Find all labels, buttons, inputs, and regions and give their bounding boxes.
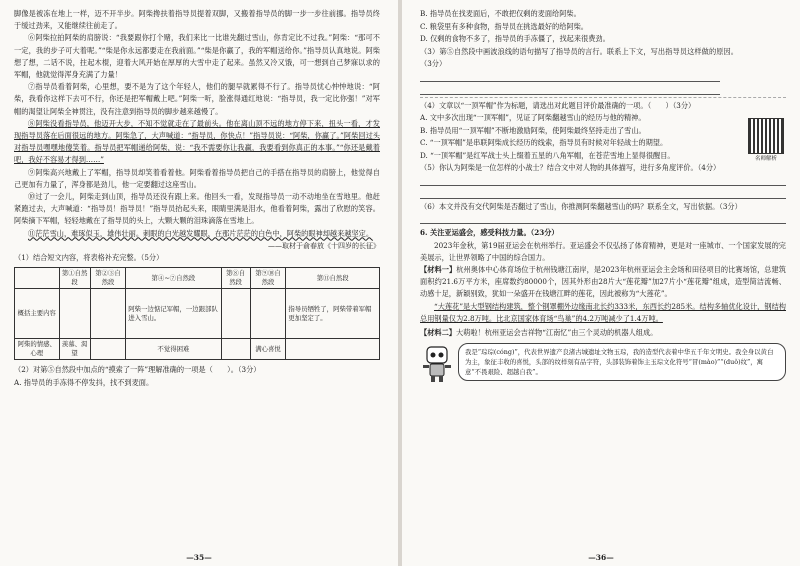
question-5: （5）你认为阿柴是一位怎样的小战士？结合文中对人物的具体描写，进行多角度评价。（4分）: [420, 163, 721, 172]
table-header-row: [15, 268, 380, 289]
answer-line[interactable]: [420, 71, 720, 82]
section-6-intro: 2023年金秋，第19届亚运会在杭州举行。亚运盛会不仅弘扬了体育精神，更是对一座城市、一个国家发展的完美展示，让世界领略了中国的综合国力。: [420, 240, 786, 262]
answer-line[interactable]: [420, 84, 720, 95]
story-paragraph: 脚像是被冻在地上一样，迈不开半步。阿柴搀扶着指导员提着双脚，又搬着指导员的脚一步一步往前挪。指导员终于缓过劲来，又能继续往前走了。: [14, 9, 380, 31]
qr-caption: 名师解析: [754, 156, 777, 162]
table-row: [15, 289, 380, 339]
mascot-speech-bubble: 我是“琮琮(cóng)”，代表世界遗产良渚古城遗址文物玉琮，我的造型代表着中华五千年文明史。我全身以黄白为主，象征丰收的喜悦，头部的纹样刻有品字符，头部装饰着饰主玉琮文化符号“冒(mào)”“(duǒ)纹”，寓意“不畏艰险、超越自我”。: [458, 343, 786, 381]
qr-code-icon[interactable]: [748, 118, 784, 154]
question-1: （1）结合短文内容，将表格补充完整。（5分）: [14, 252, 164, 262]
question-4-option[interactable]: A. 文中多次出现“一顶军帽”，见证了阿柴翻越雪山的经历与他的精神。: [420, 113, 646, 122]
table-cell[interactable]: [90, 339, 126, 360]
table-cell[interactable]: [59, 289, 90, 339]
table-cell[interactable]: [250, 289, 286, 339]
table-row: [15, 339, 380, 360]
question-2: （2）对第⑤自然段中加点的“摸索了一阵”理解准确的一项是（ ）。（3分）: [14, 365, 261, 375]
right-page: [402, 0, 800, 566]
material-1-label: 【材料一】: [420, 264, 457, 274]
story-paragraph-underlined: ⑧阿柴没看指导员，他迈开大步，不知不觉就走在了最前头。他在离山顶不远的地方停下来，扭头一看，才发现指导员落在后面很远的地方。阿柴急了，大声喊道：“指导员，你快点！”指导员说：“阿柴，你赢了。”阿柴回过头对指导员嘿嘿地傻笑着。指导员把军帽递给阿柴，说：“我不需要你让我赢，我要看到你真正的本事。”“你还是戴着吧，我好不容易才得到……”: [14, 118, 380, 165]
question-4-option[interactable]: D. “一顶军帽”是红军战士头上缀着五星的八角军帽，在苍茫雪地上显得很醒目。: [420, 150, 675, 160]
table-cell[interactable]: [221, 339, 250, 360]
mascot-block: [420, 343, 786, 383]
page-number: —36—: [588, 553, 614, 562]
table-header: 第⑪自然段: [286, 268, 380, 289]
story-paragraph: ⑩过了一会儿，阿柴走到山顶，指导员还没有跟上来。他回头一看，发现指导员一动不动地坐在雪地里。他赶紧跑过去，大声喊道：“指导员！指导员！”指导员抬起头来，眼睛里满是泪水，他看着阿柴，露出了欣慰的笑容。阿柴摘下军帽，轻轻地戴在了指导员的头上，大颗大颗的泪珠滴落在雪地上。: [14, 192, 380, 226]
story-paragraph-wavy: ⑪茫茫雪山，难琢似玉，雄伟壮丽。刺眼的白光越发耀眼，在那片茫茫的白色中，阿柴的眼神却越来越坚定。: [28, 228, 374, 238]
question-4-option[interactable]: B. 指导员用“一顶军帽”不断地激励阿柴，使阿柴最终坚持走出了雪山。: [420, 125, 646, 135]
story-paragraph: ⑦指导员看着阿柴，心里想，要不是为了这个年轻人，他们的腿早就累得不行了。指导员忧心忡忡地说：“阿柴，我看你这样下去可不行，你还是把军帽戴上吧。”阿柴一听，脸涨得通红地说：“指导员，我一定比你强！”对军帽的渴望让阿柴全神贯注，没有注意到指导员的脚步越来越慢了。: [14, 82, 380, 116]
material-2-text: 大萌啦！杭州亚运会吉祥物“江南忆”由三个灵动的机器人组成。: [455, 327, 658, 337]
question-4-option[interactable]: C. “一顶军帽”是串联阿柴成长经历的线索，指导员有时候对年轻战士的期望。: [420, 138, 668, 147]
table-cell: 指导员牺牲了，阿柴带着军帽更加坚定了。: [286, 289, 380, 339]
table-cell: 阿柴一边惦记军帽，一边跟部队进入雪山。: [126, 289, 221, 339]
table-header: 第⑧自然段: [221, 268, 250, 289]
mascot-robot-icon: [420, 343, 454, 383]
answer-line[interactable]: [420, 213, 786, 224]
answer-line[interactable]: [420, 188, 786, 199]
material-1-text: 杭州奥体中心体育场位于杭州钱塘江南岸，是2023年杭州亚运会主会场和田径项目的比赛场馆，总建筑面积约21.6万平方米，座席数约80000个，因其外形由28片大“莲花瓣”加27片小“莲花瓣”组成，造型简洁流畅、动感十足，新颖别致，犹如一朵盛开在钱塘江畔的莲花，因此被称为“大莲花”。: [420, 264, 786, 299]
row-label: 概括主要内容: [15, 289, 60, 339]
question-2-option-d[interactable]: D. 仅剩的食物不多了，指导员的手冻僵了，找起来很费劲。: [420, 34, 610, 43]
left-page: [0, 0, 398, 566]
table-header: 第①自然段: [59, 268, 90, 289]
divider: [420, 97, 786, 98]
table-header: 第④~⑦自然段: [126, 268, 221, 289]
material-1-text-b: “大莲花”是大型钢结构建筑，整个钢罩棚外边缘南北长约333米，东西长约285米。结构多轴优化设计，钢结构总用钢量仅为2.8万吨。比北京国家体育场“鸟巢”的4.2万吨减少了1.4万吨。: [420, 301, 786, 323]
question-4: （4）文章以“一顶军帽”作为标题，请选出对此题目评价最准确的一项。（ ）（3分）: [420, 100, 696, 110]
question-6: （6）本文并没有交代阿柴是否翻过了雪山，你推测阿柴翻越雪山的吗？联系全文，写出依据。（3分）: [420, 201, 742, 211]
page-number: —35—: [186, 553, 212, 562]
table-header: 第②③自然段: [90, 268, 126, 289]
section-6-title: 6. 关注亚运盛会，感受科技力量。（23分）: [420, 228, 559, 237]
answer-line[interactable]: [420, 175, 786, 186]
story-source: ——取材于俞春放《十四岁的长征》: [268, 241, 380, 250]
story-paragraph: ⑨阿柴高兴地戴上了军帽，指导员却笑着看着他。阿柴看着指导员把自己的手搭在指导员的肩膀上，他觉得自己更加有力量了，浑身都是劲儿，他一定要翻过这座雪山。: [14, 167, 380, 189]
row-label: 阿柴的情感、心理: [15, 339, 60, 360]
table-cell[interactable]: [286, 339, 380, 360]
table-cell: 满心喜悦: [250, 339, 286, 360]
question-2-option-b[interactable]: B. 指导员在找麦面后，不敢把仅剩的麦面给阿柴。: [420, 9, 581, 18]
table-header: [15, 268, 60, 289]
question-2-option-a[interactable]: A. 指导员的手冻得不停发抖，找不到麦面。: [14, 377, 154, 387]
summary-table: [14, 267, 380, 360]
question-3: （3）第⑤自然段中画波浪线的语句描写了指导员的言行。联系上下文，写出指导员这样做的原因。（3分）: [420, 46, 738, 68]
table-cell: 羡慕、渴望: [59, 339, 90, 360]
story-paragraph: ⑥阿柴拉拍阿柴的肩膀说：“我要跟你打个赌，我们来比一比谁先翻过雪山，你肯定比不过我。”阿柴：“那可不一定，我的步子可大着呢。”“柴是你永远都要走在我前面。”“柴是你赢了，我的军帽送给你。”指导员认真地说。阿柴想了想，二话不说，拄起木棍，迎着大风开始在厚厚的大雪中走了起来。虽然又冷又饿，可一想到自己梦寐以求的军帽，他就觉得浑身充满了力量！: [14, 33, 380, 80]
question-2-option-c[interactable]: C. 粮袋里有多种食物，指导员在挑选最好的给阿柴。: [420, 21, 588, 31]
table-cell: 不觉得困难: [126, 339, 221, 360]
material-2-label: 【材料二】: [420, 327, 456, 337]
table-cell[interactable]: [221, 289, 250, 339]
table-header: 第⑨⑩自然段: [250, 268, 286, 289]
table-cell[interactable]: [90, 289, 126, 339]
